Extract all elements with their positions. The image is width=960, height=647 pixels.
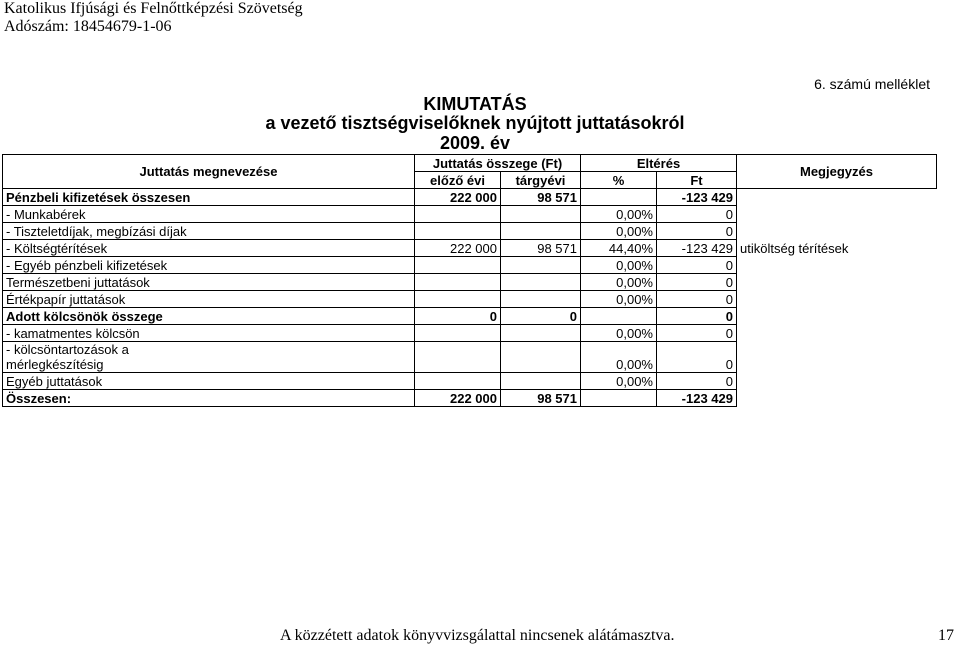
- row-curr: [501, 206, 581, 223]
- row-ft: 0: [657, 325, 737, 342]
- row-ft: -123 429: [657, 189, 737, 206]
- row-prev: [415, 291, 501, 308]
- row-pct: 0,00%: [581, 325, 657, 342]
- row-name: - Egyéb pénzbeli kifizetések: [3, 257, 415, 274]
- col-header-pct: %: [581, 172, 657, 189]
- row-note: [737, 189, 937, 206]
- annex-label: 6. számú melléklet: [814, 76, 930, 92]
- row-prev: 222 000: [415, 390, 501, 407]
- row-pct: 0,00%: [581, 206, 657, 223]
- row-name: Egyéb juttatások: [3, 373, 415, 390]
- row-note: [737, 223, 937, 240]
- footer-note: A közzétett adatok könyvvizsgálattal nincsenek alátámasztva.: [280, 627, 675, 644]
- col-header-note: Megjegyzés: [737, 155, 937, 189]
- report-title: KIMUTATÁS: [423, 94, 527, 114]
- row-curr: 98 571: [501, 189, 581, 206]
- row-prev: 222 000: [415, 240, 501, 257]
- table-row: [3, 291, 937, 308]
- page-number: 17: [938, 627, 954, 644]
- table-row: [3, 223, 937, 240]
- table-row: [3, 308, 937, 325]
- row-note: [737, 325, 937, 342]
- row-pct: [581, 308, 657, 325]
- col-header-prev: előző évi: [415, 172, 501, 189]
- row-note: [737, 274, 937, 291]
- row-note: utiköltség térítések: [740, 240, 849, 256]
- row-prev: [415, 206, 501, 223]
- benefits-table: [2, 154, 937, 407]
- table-row: [3, 257, 937, 274]
- report-subtitle: a vezető tisztségviselőknek nyújtott juttatásokról: [265, 113, 685, 133]
- row-name: Összesen:: [3, 390, 415, 407]
- row-prev: [415, 325, 501, 342]
- row-ft: 0: [657, 257, 737, 274]
- row-note: [737, 390, 937, 407]
- row-prev: 0: [415, 308, 501, 325]
- row-prev: [415, 342, 501, 373]
- row-note: [737, 206, 937, 223]
- table-row: [3, 325, 937, 342]
- row-ft: 0: [657, 206, 737, 223]
- row-name: - Tiszteletdíjak, megbízási díjak: [3, 223, 415, 240]
- row-ft: -123 429: [657, 390, 737, 407]
- row-pct: 0,00%: [581, 291, 657, 308]
- row-curr: [501, 291, 581, 308]
- table-row-total: [3, 390, 937, 407]
- row-ft: 0: [657, 223, 737, 240]
- row-pct: [581, 390, 657, 407]
- row-prev: 222 000: [415, 189, 501, 206]
- organization-name: Katolikus Ifjúsági és Felnőttképzési Szövetség: [4, 0, 303, 17]
- row-name: Természetbeni juttatások: [3, 274, 415, 291]
- row-name: - kamatmentes kölcsön: [3, 325, 415, 342]
- table-row: [3, 342, 937, 373]
- row-curr: 98 571: [501, 390, 581, 407]
- row-note: [737, 291, 937, 308]
- tax-id: Adószám: 18454679-1-06: [4, 18, 172, 35]
- table-row: [3, 373, 937, 390]
- row-pct: [581, 189, 657, 206]
- row-ft: 0: [657, 373, 737, 390]
- row-note: [737, 257, 937, 274]
- table-row: [3, 189, 937, 206]
- row-pct: 0,00%: [581, 274, 657, 291]
- row-pct: 0,00%: [581, 257, 657, 274]
- row-curr: [501, 342, 581, 373]
- row-prev: [415, 373, 501, 390]
- row-name: - kölcsöntartozások a mérlegkészítésig: [3, 342, 415, 373]
- row-note: [737, 308, 937, 325]
- row-note: [737, 342, 937, 373]
- row-ft: -123 429: [657, 240, 737, 257]
- row-curr: [501, 223, 581, 240]
- row-ft: 0: [657, 308, 737, 325]
- row-name: Pénzbeli kifizetések összesen: [3, 189, 415, 206]
- row-name: - Munkabérek: [3, 206, 415, 223]
- row-curr: [501, 373, 581, 390]
- row-name: Értékpapír juttatások: [3, 291, 415, 308]
- row-note: [737, 373, 937, 390]
- row-ft: 0: [657, 342, 737, 373]
- table-row: [3, 206, 937, 223]
- row-prev: [415, 257, 501, 274]
- row-curr: [501, 325, 581, 342]
- report-year: 2009. év: [439, 133, 511, 153]
- row-ft: 0: [657, 274, 737, 291]
- row-curr: [501, 257, 581, 274]
- row-ft: 0: [657, 291, 737, 308]
- table-row: [3, 274, 937, 291]
- col-header-curr: tárgyévi: [501, 172, 581, 189]
- row-pct: 0,00%: [581, 223, 657, 240]
- row-name: Adott kölcsönök összege: [3, 308, 415, 325]
- row-prev: [415, 223, 501, 240]
- row-pct: 0,00%: [581, 373, 657, 390]
- row-pct: 0,00%: [581, 342, 657, 373]
- col-header-name: Juttatás megnevezése: [3, 155, 415, 189]
- col-header-ft: Ft: [657, 172, 737, 189]
- table-row: [3, 240, 937, 257]
- row-curr: 98 571: [501, 240, 581, 257]
- row-pct: 44,40%: [581, 240, 657, 257]
- col-header-amount: Juttatás összege (Ft): [415, 155, 581, 172]
- row-curr: 0: [501, 308, 581, 325]
- row-curr: [501, 274, 581, 291]
- col-header-diff: Eltérés: [581, 155, 737, 172]
- row-name: - Költségtérítések: [3, 240, 415, 257]
- row-prev: [415, 274, 501, 291]
